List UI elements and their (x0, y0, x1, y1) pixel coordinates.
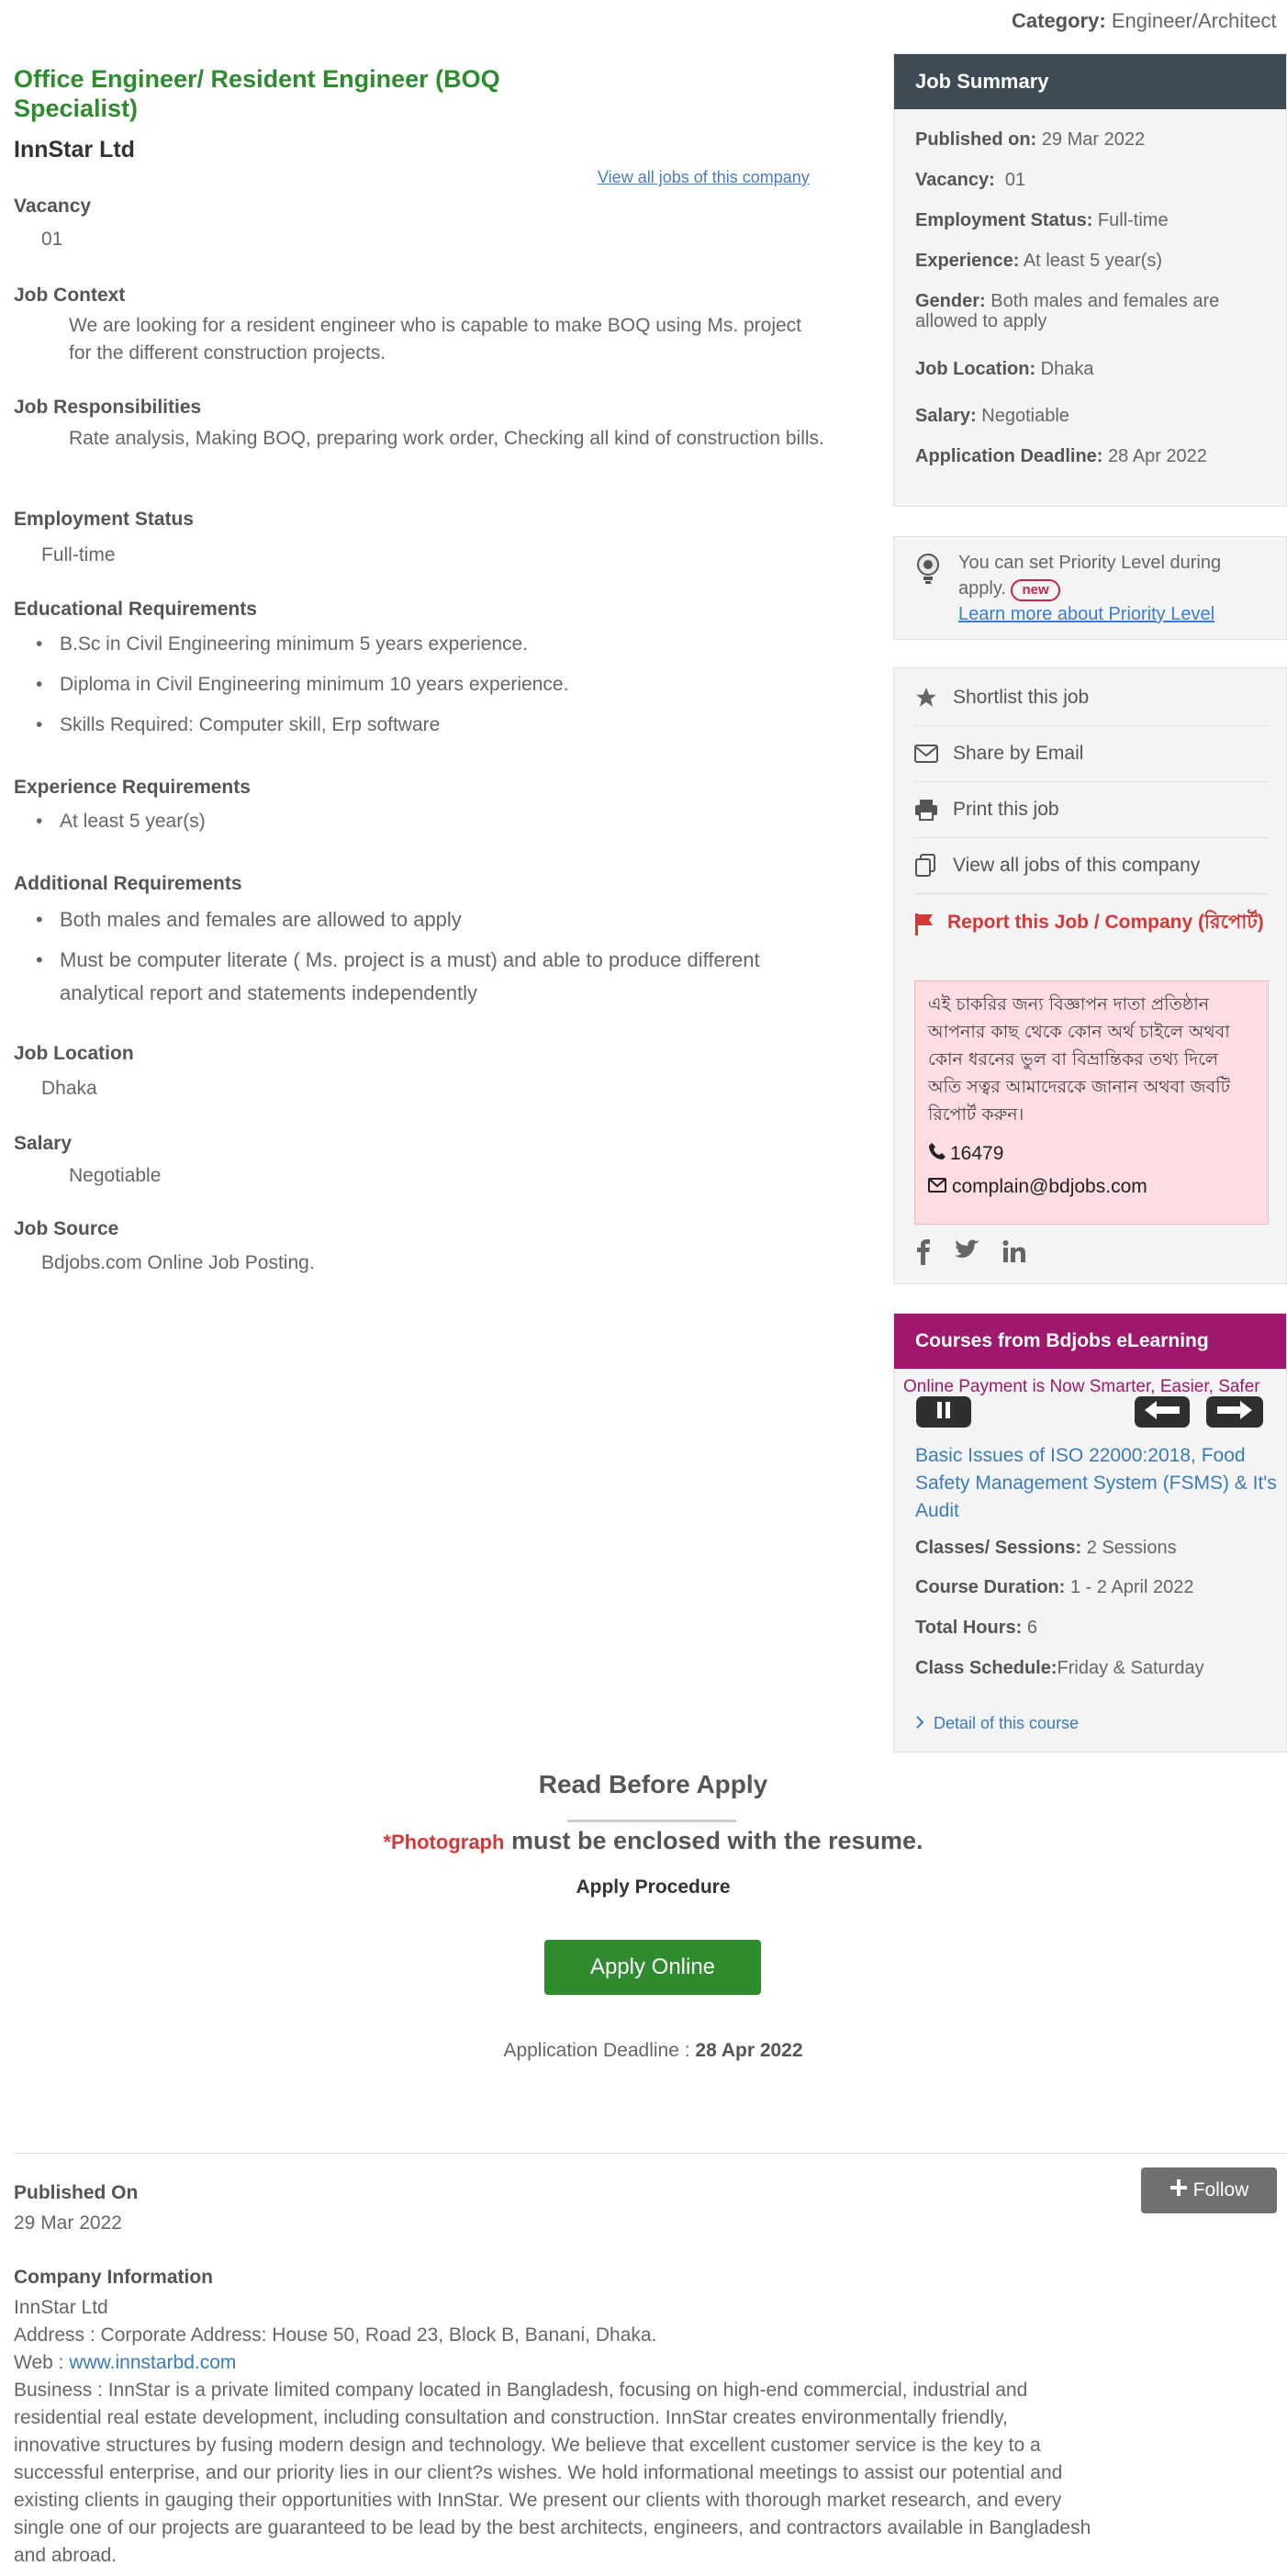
list-item: • Both males and females are allowed to apply (32, 903, 831, 936)
twitter-icon[interactable] (955, 1239, 980, 1270)
experience-heading: Experience Requirements (14, 777, 251, 798)
employment-status-heading: Employment Status (14, 509, 195, 530)
arrow-left-icon (1144, 1400, 1181, 1425)
vacancy-value: 01 (41, 229, 63, 250)
job-context-value: We are looking for a resident engineer who is capable to make BOQ using Ms. project for the different construction projects. (69, 315, 802, 364)
education-list (32, 628, 568, 749)
course-schedule: Class Schedule:Friday & Saturday (915, 1658, 1204, 1678)
courses-promo: Online Payment is Now Smarter, Easier, Safer (903, 1377, 1260, 1396)
apply-procedure-heading: Apply Procedure (576, 1876, 731, 1898)
hotline: 16479 (928, 1137, 1255, 1170)
company-web: Web : www.innstarbd.com (14, 2352, 237, 2373)
job-context-heading: Job Context (14, 285, 126, 306)
salary-value: Negotiable (69, 1165, 162, 1186)
report-info-box (914, 980, 1269, 1225)
responsibilities-heading: Job Responsibilities (14, 397, 202, 418)
report-info-text: এই চাকরির জন্য বিজ্ঞাপন দাতা প্রতিষ্ঠান আপনার কাছ থেকে কোন অর্থ চাইলে অথবা কোন ধরনের ভুল বা বিভ্রান্তিকর তথ্য দিলে অতি সত্বর আমাদেরকে জানান অথবা জবটি রিপোর্ট করুন। (928, 994, 1230, 1125)
additional-heading: Additional Requirements (14, 873, 242, 894)
star-icon (914, 686, 953, 710)
course-detail-link[interactable]: Detail of this course (915, 1714, 1079, 1733)
course-hours: Total Hours: 6 (915, 1618, 1037, 1638)
follow-button[interactable]: Follow (1141, 2167, 1277, 2213)
company-info-name: InnStar Ltd (14, 2297, 108, 2318)
shortlist-button[interactable]: Shortlist this job (914, 670, 1268, 726)
list-item: • Must be computer literate ( Ms. project is a must) and able to produce different analytical report and statements independently (32, 944, 831, 1010)
pause-icon (935, 1401, 952, 1424)
job-source-value: Bdjobs.com Online Job Posting. (41, 1252, 315, 1273)
courses-title: Courses from Bdjobs eLearning (894, 1314, 1286, 1369)
summary-experience: Experience: At least 5 year(s) (915, 251, 1163, 271)
envelope-icon (928, 1176, 946, 1198)
course-title-link[interactable]: Basic Issues of ISO 22000:2018, Food Safety Management System (FSMS) & It's Audit (915, 1445, 1277, 1521)
printer-icon (914, 799, 953, 821)
responsibilities-value: Rate analysis, Making BOQ, preparing work order, Checking all kind of construction bills. (69, 428, 824, 449)
view-all-jobs-link[interactable]: View all jobs of this company (598, 168, 810, 186)
new-badge: new (1011, 579, 1059, 601)
prev-button[interactable] (1135, 1396, 1190, 1428)
job-location-value: Dhaka (41, 1078, 97, 1099)
additional-list (32, 903, 831, 1017)
published-on-heading: Published On (14, 2182, 139, 2203)
job-location-heading: Job Location (14, 1043, 134, 1064)
next-button[interactable] (1206, 1396, 1263, 1428)
chevron-right-icon (915, 1714, 924, 1733)
list-item: • Skills Required: Computer skill, Erp software (32, 709, 568, 742)
summary-salary: Salary: Negotiable (915, 406, 1069, 426)
flag-icon (914, 909, 947, 945)
job-source-heading: Job Source (14, 1218, 119, 1239)
application-deadline: Application Deadline : 28 Apr 2022 (503, 2040, 803, 2061)
job-summary-panel (893, 53, 1287, 507)
list-item: • B.Sc in Civil Engineering minimum 5 years experience. (32, 628, 568, 661)
phone-icon (928, 1142, 946, 1166)
published-on-value: 29 Mar 2022 (14, 2212, 122, 2234)
list-item: • At least 5 year(s) (32, 805, 206, 838)
summary-location: Job Location: Dhaka (915, 359, 1094, 379)
education-heading: Educational Requirements (14, 599, 257, 620)
salary-heading: Salary (14, 1133, 73, 1154)
course-duration: Course Duration: 1 - 2 April 2022 (915, 1577, 1194, 1597)
company-website-link[interactable]: www.innstarbd.com (69, 2352, 237, 2373)
category-value: Engineer/Architect (1111, 9, 1277, 32)
courses-panel (893, 1313, 1287, 1753)
arrow-right-icon (1216, 1400, 1253, 1425)
pause-button[interactable] (916, 1396, 971, 1428)
employment-status-value: Full-time (41, 544, 116, 566)
social-share (914, 1239, 1026, 1270)
category-label (1012, 9, 1287, 33)
job-summary-title: Job Summary (894, 54, 1286, 109)
job-title: Office Engineer/ Resident Engineer (BOQ Specialist) (14, 65, 500, 122)
category-key: Category: (1012, 9, 1106, 32)
divider (567, 1820, 736, 1822)
photograph-notice: *Photograph must be enclosed with the resume. (383, 1827, 923, 1854)
priority-text: You can set Priority Level during apply. (958, 553, 1222, 599)
list-item: • Diploma in Civil Engineering minimum 10 years experience. (32, 668, 568, 701)
priority-notice (893, 536, 1287, 640)
share-email-button[interactable]: Share by Email (914, 726, 1268, 782)
company-business: Business : InnStar is a private limited company located in Bangladesh, focusing on high-end commercial, industrial and residential real estate development, including consultation and construction. InnStar creates environmentally friendly, innovative structures by fusing modern design and technology. We believe that excellent customer service is the key to a successful enterprise, and our priority lies in our client?s wishes. We hold informational meetings to assist our potential and existing clients in gauging their opportunities with InnStar. We present our clients with thorough market research, and every single one of our projects are guaranteed to be lead by the best architects, engineers, and contractors available in Bangladesh and abroad. (14, 2380, 1091, 2566)
copy-icon (914, 854, 953, 878)
experience-list (32, 805, 206, 846)
job-actions-panel (893, 667, 1287, 1284)
complain-email[interactable]: complain@bdjobs.com (928, 1170, 1255, 1204)
apply-online-button[interactable]: Apply Online (544, 1940, 761, 1995)
summary-gender: Gender: Both males and females are allowed to apply (915, 291, 1220, 331)
view-all-jobs-button[interactable]: View all jobs of this company (914, 838, 1268, 894)
report-job-button[interactable]: Report this Job / Company (রিপোর্ট) (914, 909, 1268, 945)
summary-employment: Employment Status: Full-time (915, 210, 1169, 230)
priority-learn-more-link[interactable]: Learn more about Priority Level (958, 604, 1215, 624)
summary-vacancy: Vacancy: 01 (915, 170, 1026, 190)
read-before-apply-heading: Read Before Apply (538, 1770, 768, 1798)
vacancy-heading: Vacancy (14, 196, 92, 217)
company-address: Address : Corporate Address: House 50, Road 23, Block B, Banani, Dhaka. (14, 2324, 657, 2346)
summary-published: Published on: 29 Mar 2022 (915, 129, 1146, 150)
linkedin-icon[interactable] (1002, 1239, 1026, 1270)
course-sessions: Classes/ Sessions: 2 Sessions (915, 1538, 1177, 1558)
envelope-icon (914, 744, 953, 764)
divider (14, 2153, 1287, 2154)
facebook-icon[interactable] (914, 1239, 933, 1270)
summary-deadline: Application Deadline: 28 Apr 2022 (915, 446, 1207, 466)
plus-icon (1169, 2178, 1188, 2202)
company-name: InnStar Ltd (14, 137, 135, 162)
lightbulb-icon (914, 552, 942, 589)
print-button[interactable]: Print this job (914, 782, 1268, 838)
company-info-heading: Company Information (14, 2267, 214, 2288)
